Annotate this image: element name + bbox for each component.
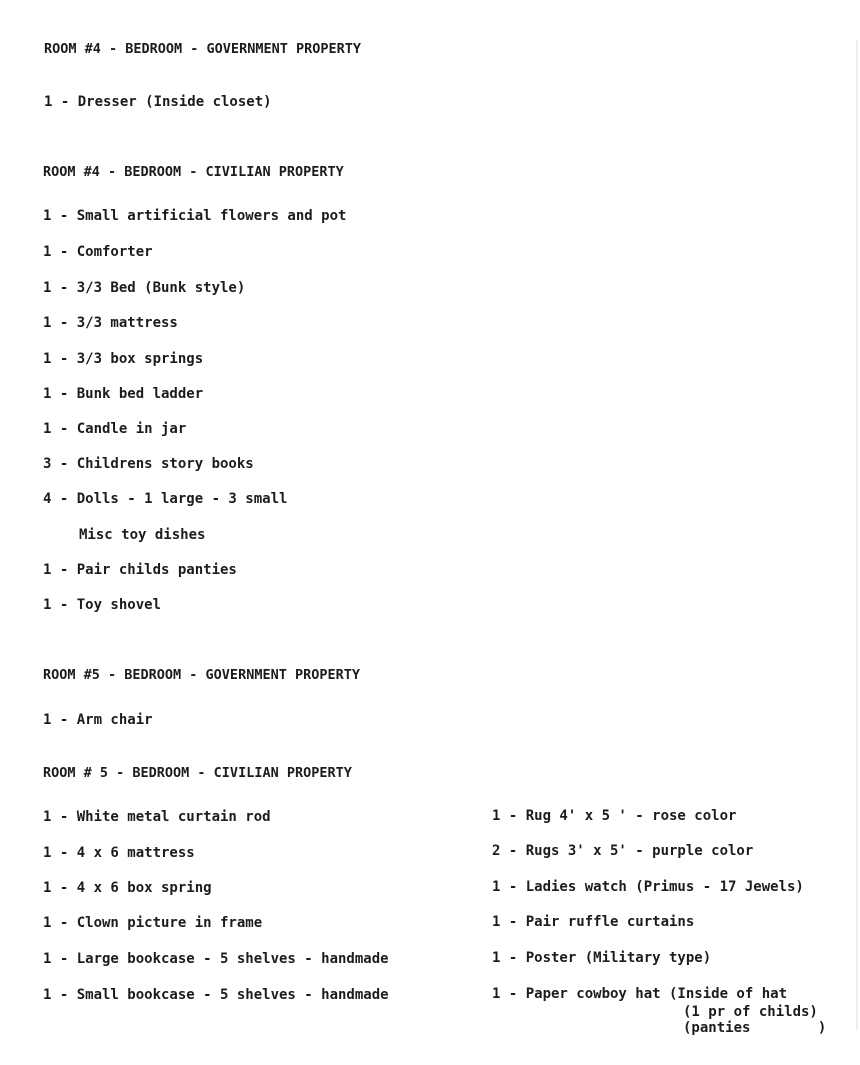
list-item: 1 - Small bookcase - 5 shelves - handmade bbox=[43, 987, 389, 1003]
section-heading-room4-government: ROOM #4 - BEDROOM - GOVERNMENT PROPERTY bbox=[44, 41, 361, 57]
section-heading-room5-civilian: ROOM # 5 - BEDROOM - CIVILIAN PROPERTY bbox=[43, 765, 352, 781]
list-item: 1 - Pair childs panties bbox=[43, 562, 237, 578]
list-item: 1 - 4 x 6 mattress bbox=[43, 845, 195, 861]
list-item: 1 - 4 x 6 box spring bbox=[43, 880, 212, 896]
list-item: 1 - 3/3 box springs bbox=[43, 351, 204, 367]
list-item: 1 - Bunk bed ladder bbox=[43, 386, 204, 402]
note-line: (panties ) bbox=[683, 1020, 827, 1036]
list-item: 2 - Rugs 3' x 5' - purple color bbox=[492, 843, 754, 859]
section-heading-room5-government: ROOM #5 - BEDROOM - GOVERNMENT PROPERTY bbox=[43, 667, 360, 683]
list-item: 1 - Dresser (Inside closet) bbox=[44, 94, 272, 110]
section-heading-room4-civilian: ROOM #4 - BEDROOM - CIVILIAN PROPERTY bbox=[43, 164, 344, 180]
list-item: 3 - Childrens story books bbox=[43, 456, 254, 472]
list-item: 1 - Comforter bbox=[43, 244, 153, 260]
list-item: 1 - Small artificial flowers and pot bbox=[43, 208, 347, 224]
list-item: 1 - Arm chair bbox=[43, 712, 153, 728]
list-item: 1 - Candle in jar bbox=[43, 421, 187, 437]
list-item: 1 - Poster (Military type) bbox=[492, 950, 712, 966]
list-item: Misc toy dishes bbox=[79, 527, 206, 543]
list-item: 1 - 3/3 mattress bbox=[43, 315, 178, 331]
note-line: (1 pr of childs) bbox=[683, 1004, 818, 1020]
list-item: 1 - Rug 4' x 5 ' - rose color bbox=[492, 808, 737, 824]
list-item: 1 - White metal curtain rod bbox=[43, 809, 271, 825]
page-edge-shadow bbox=[856, 40, 858, 1030]
list-item: 1 - Clown picture in frame bbox=[43, 915, 263, 931]
list-item: 1 - Ladies watch (Primus - 17 Jewels) bbox=[492, 879, 804, 895]
list-item: 1 - Toy shovel bbox=[43, 597, 162, 613]
list-item: 4 - Dolls - 1 large - 3 small bbox=[43, 491, 288, 507]
list-item: 1 - 3/3 Bed (Bunk style) bbox=[43, 280, 246, 296]
list-item: 1 - Large bookcase - 5 shelves - handmade bbox=[43, 951, 389, 967]
list-item: 1 - Paper cowboy hat (Inside of hat bbox=[492, 986, 788, 1002]
list-item: 1 - Pair ruffle curtains bbox=[492, 914, 695, 930]
